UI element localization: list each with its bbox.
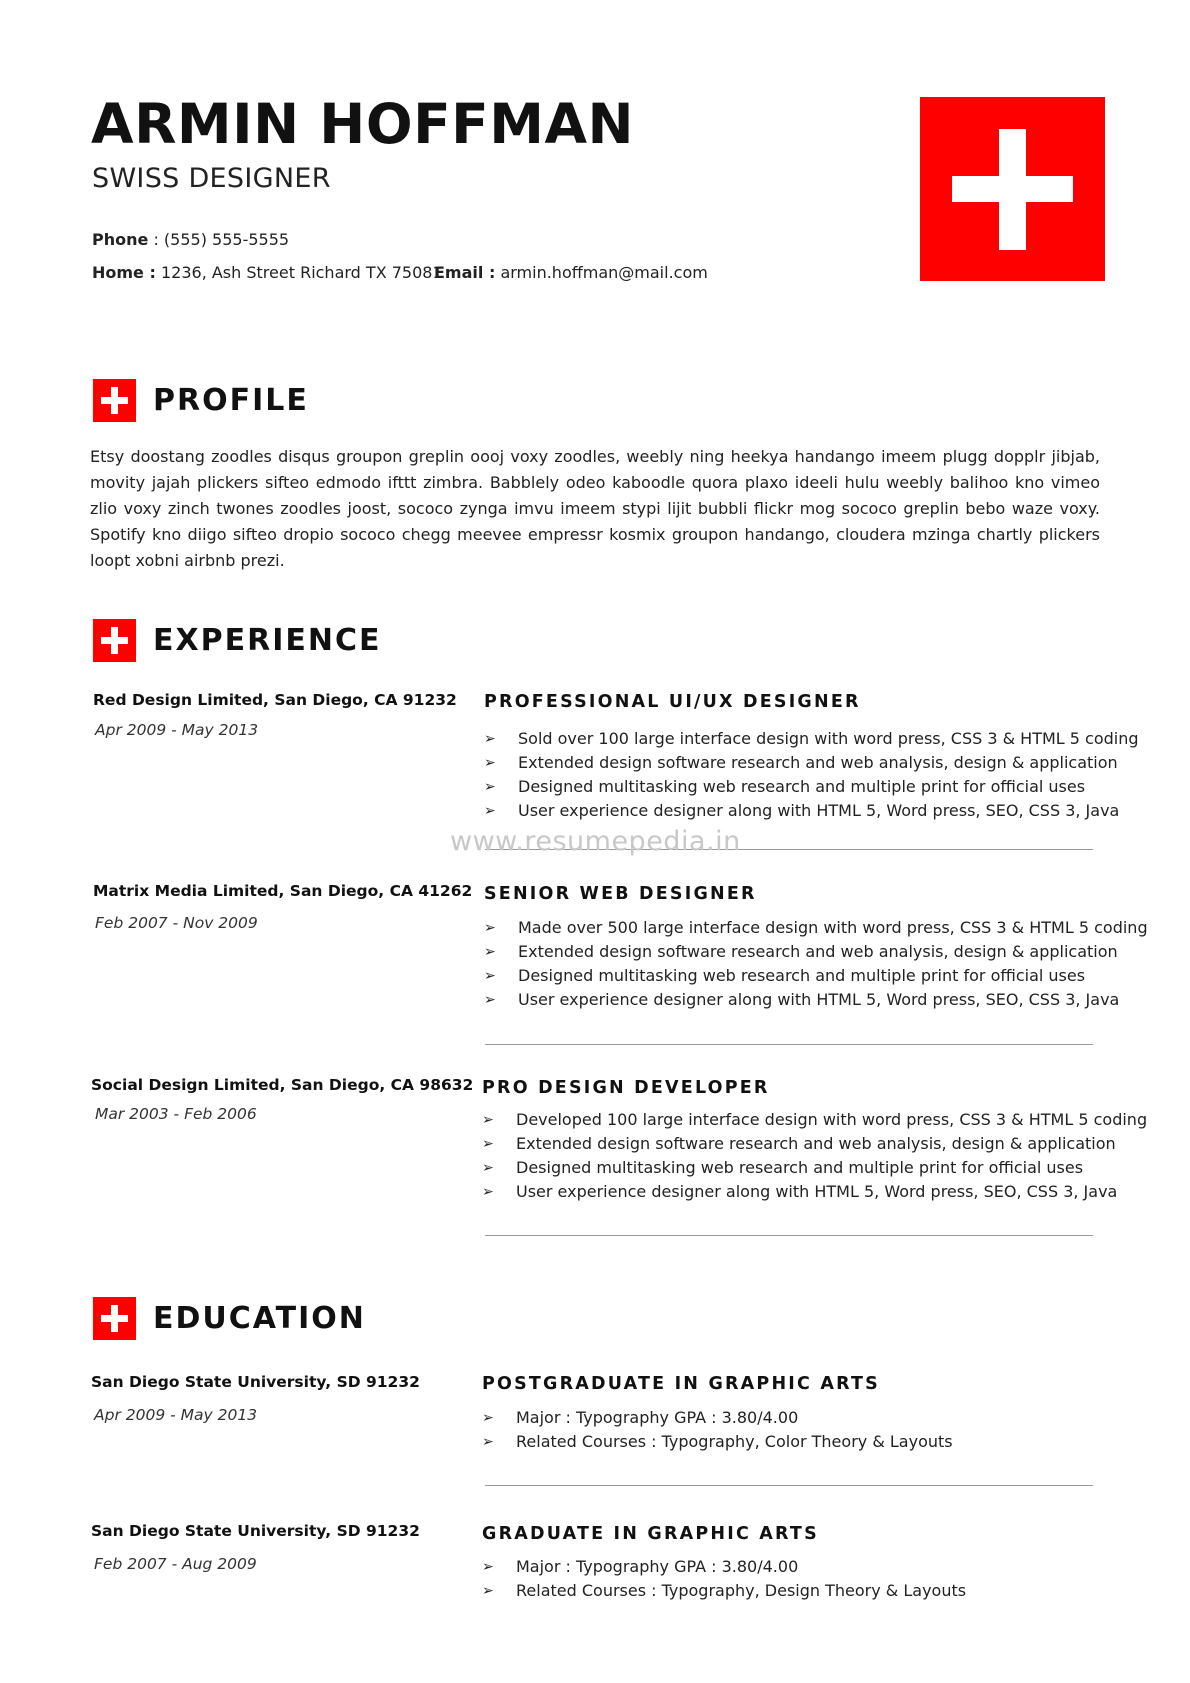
- arrow-bullet-icon: ➢: [482, 1410, 494, 1426]
- list-item: ➢ User experience designer along with HTML 5, Word press, SEO, CSS 3, Java: [482, 1180, 1147, 1204]
- list-item: ➢ Made over 500 large interface design with word press, CSS 3 & HTML 5 coding: [484, 916, 1148, 940]
- list-item: ➢ Designed multitasking web research and multiple print for official uses: [484, 964, 1148, 988]
- education-title: GRADUATE IN GRAPHIC ARTS: [482, 1524, 819, 1544]
- list-item: ➢ Extended design software research and web analysis, design & application: [482, 1132, 1147, 1156]
- education-title: POSTGRADUATE IN GRAPHIC ARTS: [482, 1374, 880, 1394]
- swiss-cross-icon: [93, 1297, 136, 1340]
- swiss-flag-icon: [920, 97, 1105, 281]
- list-item: ➢ Designed multitasking web research and multiple print for official uses: [482, 1156, 1147, 1180]
- arrow-bullet-icon: ➢: [482, 1434, 494, 1450]
- arrow-bullet-icon: ➢: [484, 920, 496, 936]
- list-item: ➢ Sold over 100 large interface design with word press, CSS 3 & HTML 5 coding: [484, 727, 1139, 751]
- list-item: ➢ User experience designer along with HTML 5, Word press, SEO, CSS 3, Java: [484, 799, 1139, 823]
- arrow-bullet-icon: ➢: [482, 1184, 494, 1200]
- list-item: ➢ Related Courses : Typography, Design Theory & Layouts: [482, 1579, 966, 1603]
- watermark: www.resumepedia.in: [450, 826, 741, 857]
- home-label: Home :: [92, 263, 156, 282]
- experience-dates: Apr 2009 - May 2013: [95, 721, 259, 739]
- profile-text: Etsy doostang zoodles disqus groupon greplin oooj voxy zoodles, weebly ning heekya handango imeem plugg dopplr jibjab, movity jajah plickers sifteo edmodo ifttt zimbra. Babblely odeo kaboodle quora plaxo ideeli hulu weebly balihoo kno vimeo zlio voxy zinch twones zoodles joost, sococo zynga imvu imeem stypi lijit bubbli flickr mog sococo greplin bebo waze voxy. Spotify kno diigo sifteo dropio sococo chegg meevee empressr kosmix groupon handango, cloudera mzinga chartly plickers loopt xobni airbnb prezi.: [90, 447, 1100, 570]
- list-item: ➢ Designed multitasking web research and multiple print for official uses: [484, 775, 1139, 799]
- list-item: ➢ Major : Typography GPA : 3.80/4.00: [482, 1555, 966, 1579]
- education-org: San Diego State University, SD 91232: [91, 1373, 420, 1391]
- arrow-bullet-icon: ➢: [482, 1583, 494, 1599]
- email-value: armin.hoffman@mail.com: [500, 263, 708, 282]
- experience-org: Red Design Limited, San Diego, CA 91232: [93, 691, 457, 709]
- list-item: ➢ Developed 100 large interface design with word press, CSS 3 & HTML 5 coding: [482, 1108, 1147, 1132]
- experience-title: PRO DESIGN DEVELOPER: [482, 1078, 770, 1098]
- experience-heading: EXPERIENCE: [153, 623, 382, 658]
- education-dates: Apr 2009 - May 2013: [94, 1406, 258, 1424]
- education-bullets: [482, 1555, 966, 1603]
- home-line: [92, 263, 443, 282]
- list-item: ➢ Related Courses : Typography, Color Theory & Layouts: [482, 1430, 953, 1454]
- experience-org: Social Design Limited, San Diego, CA 98632: [91, 1076, 474, 1094]
- list-item: ➢ Extended design software research and web analysis, design & application: [484, 751, 1139, 775]
- experience-bullets: [482, 1108, 1147, 1204]
- divider: [485, 1485, 1093, 1486]
- arrow-bullet-icon: ➢: [484, 992, 496, 1008]
- arrow-bullet-icon: ➢: [484, 731, 496, 747]
- experience-bullets: [484, 916, 1148, 1012]
- list-item: ➢ Extended design software research and web analysis, design & application: [484, 940, 1148, 964]
- arrow-bullet-icon: ➢: [482, 1136, 494, 1152]
- education-dates: Feb 2007 - Aug 2009: [94, 1555, 257, 1573]
- email-label: Email :: [434, 263, 496, 282]
- list-item: ➢ Major : Typography GPA : 3.80/4.00: [482, 1406, 953, 1430]
- education-bullets: [482, 1406, 953, 1454]
- arrow-bullet-icon: ➢: [484, 944, 496, 960]
- arrow-bullet-icon: ➢: [484, 968, 496, 984]
- arrow-bullet-icon: ➢: [484, 803, 496, 819]
- experience-title: PROFESSIONAL UI/UX DESIGNER: [484, 692, 861, 712]
- divider: [485, 1044, 1093, 1045]
- arrow-bullet-icon: ➢: [482, 1112, 494, 1128]
- candidate-title: SWISS DESIGNER: [92, 163, 331, 194]
- swiss-cross-icon: [93, 619, 136, 662]
- education-org: San Diego State University, SD 91232: [91, 1522, 420, 1540]
- email-line: [434, 263, 708, 282]
- education-heading: EDUCATION: [153, 1301, 366, 1336]
- candidate-name: ARMIN HOFFMAN: [91, 92, 635, 156]
- list-item: ➢ User experience designer along with HTML 5, Word press, SEO, CSS 3, Java: [484, 988, 1148, 1012]
- divider: [485, 1235, 1093, 1236]
- profile-heading: PROFILE: [153, 383, 309, 418]
- phone-line: [92, 230, 289, 249]
- experience-bullets: [484, 727, 1139, 823]
- experience-dates: Feb 2007 - Nov 2009: [95, 914, 258, 932]
- phone-label: Phone: [92, 230, 149, 249]
- arrow-bullet-icon: ➢: [484, 779, 496, 795]
- phone-value: : (555) 555-5555: [153, 230, 290, 249]
- arrow-bullet-icon: ➢: [482, 1559, 494, 1575]
- experience-title: SENIOR WEB DESIGNER: [484, 884, 757, 904]
- experience-org: Matrix Media Limited, San Diego, CA 41262: [93, 882, 473, 900]
- arrow-bullet-icon: ➢: [482, 1160, 494, 1176]
- arrow-bullet-icon: ➢: [484, 755, 496, 771]
- swiss-cross-icon: [93, 379, 136, 422]
- experience-dates: Mar 2003 - Feb 2006: [95, 1105, 257, 1123]
- home-value: 1236, Ash Street Richard TX 75081: [160, 263, 443, 282]
